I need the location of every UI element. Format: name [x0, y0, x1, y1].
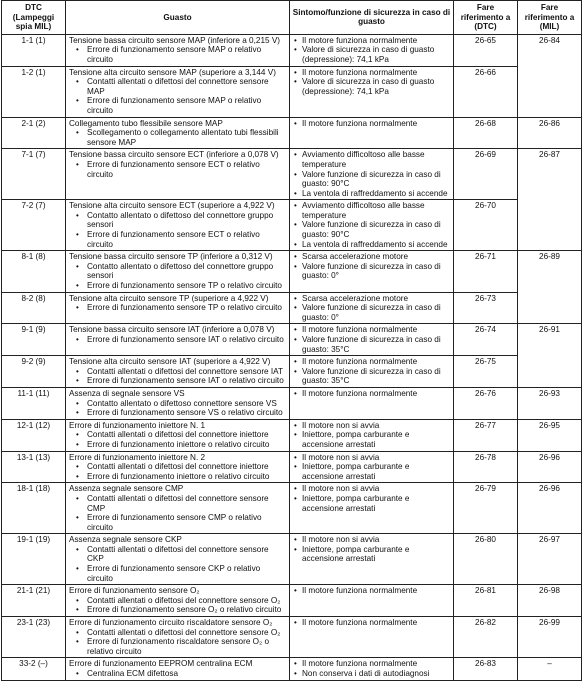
fault-title: Errore di funzionamento iniettore N. 1 — [69, 420, 206, 430]
fault-cause-item: • Errore di funzionamento sensore CMP o relativo circuito — [69, 513, 286, 532]
fault-cause-item: • Errore di funzionamento riscaldatore sensore O₂ o relativo circuito — [69, 637, 286, 656]
symptom-item: • Il motore funziona normalmente — [293, 119, 450, 129]
table-header-row — [2, 1, 582, 35]
fault-title: Collegamento tubo flessibile sensore MAP — [69, 118, 223, 128]
fault-title: Assenza di segnale sensore VS — [69, 388, 185, 398]
symptom-list — [293, 535, 450, 564]
symptom-item: • Iniettore, pompa carburante e accensione arrestati — [293, 430, 450, 449]
symptom-cell — [290, 66, 454, 117]
fault-title: Tensione alta circuito sensore TP (superiore a 4,922 V) — [69, 293, 269, 303]
symptom-item: • Il motore funziona normalmente — [293, 389, 450, 399]
symptom-item: • Valore funzione di sicurezza in caso di guasto: 0° — [293, 262, 450, 281]
symptom-item: • Avviamento difficoltoso alle basse temperature — [293, 201, 450, 220]
fault-title: Tensione bassa circuito sensore ECT (inferiore a 0,078 V) — [69, 150, 279, 160]
header-ref-dtc: Fare riferimento a (DTC) — [454, 1, 518, 35]
symptom-list — [293, 119, 450, 129]
ref-mil-page: – — [518, 658, 582, 680]
ref-dtc-page: 26-70 — [454, 200, 518, 251]
symptom-cell — [290, 534, 454, 585]
fault-causes — [69, 45, 286, 64]
symptom-list — [293, 325, 450, 354]
ref-mil-page: 26-84 — [518, 34, 582, 117]
fault-causes — [69, 211, 286, 249]
symptom-cell — [290, 617, 454, 658]
symptom-item: • Scarsa accelerazione motore — [293, 294, 450, 304]
symptom-item: • Il motore funziona normalmente — [293, 659, 450, 669]
symptom-item: • Iniettore, pompa carburante e accensione arrestati — [293, 494, 450, 513]
symptom-cell — [290, 251, 454, 292]
fault-cause-item: • Errore di funzionamento sensore IAT o relativo circuito — [69, 335, 286, 345]
symptom-item: • Valore di sicurezza in caso di guasto (depressione): 74,1 kPa — [293, 45, 450, 64]
ref-mil-page: 26-86 — [518, 117, 582, 149]
symptom-item: • Valore funzione di sicurezza in caso di guasto: 90°C — [293, 170, 450, 189]
fault-cause-item: • Contatti allentati o difettosi del connettore sensore IAT — [69, 367, 286, 377]
header-symptom: Sintomo/funzione di sicurezza in caso di guasto — [290, 1, 454, 35]
symptom-cell — [290, 585, 454, 617]
fault-cell — [66, 387, 290, 419]
fault-cause-item: • Errore di funzionamento sensore VS o relativo circuito — [69, 408, 286, 418]
ref-mil-page: 26-98 — [518, 585, 582, 617]
fault-cause-item: • Contatti allentati o difettosi del connettore sensore O₂ — [69, 596, 286, 606]
symptom-item: • Il motore funziona normalmente — [293, 586, 450, 596]
fault-cause-item: • Contatti allentati o difettosi del connettore sensore CMP — [69, 494, 286, 513]
fault-causes — [69, 628, 286, 657]
fault-causes — [69, 462, 286, 481]
dtc-code: 18-1 (18) — [2, 483, 66, 534]
dtc-code: 1-2 (1) — [2, 66, 66, 117]
header-dtc: DTC (Lampeggi spia MIL) — [2, 1, 66, 35]
symptom-item: • Il motore funziona normalmente — [293, 357, 450, 367]
fault-causes — [69, 367, 286, 386]
symptom-cell — [290, 451, 454, 483]
symptom-cell — [290, 34, 454, 66]
symptom-cell — [290, 324, 454, 356]
ref-dtc-page: 26-73 — [454, 292, 518, 324]
fault-cause-item: • Errore di funzionamento sensore CKP o relativo circuito — [69, 564, 286, 583]
fault-title: Errore di funzionamento circuito riscaldatore sensore O₂ — [69, 618, 273, 628]
symptom-item: • Il motore non si avvia — [293, 484, 450, 494]
symptom-list — [293, 68, 450, 97]
symptom-item: • Valore funzione di sicurezza in caso di guasto: 35°C — [293, 367, 450, 386]
fault-cell — [66, 324, 290, 356]
symptom-list — [293, 586, 450, 596]
dtc-code: 9-1 (9) — [2, 324, 66, 356]
fault-title: Errore di funzionamento EEPROM centralina ECM — [69, 659, 253, 669]
dtc-code: 23-1 (23) — [2, 617, 66, 658]
symptom-item: • Valore funzione di sicurezza in caso di guasto: 0° — [293, 303, 450, 322]
table-row — [2, 34, 582, 66]
symptom-item: • Il motore non si avvia — [293, 535, 450, 545]
ref-mil-page: 26-97 — [518, 534, 582, 585]
ref-dtc-page: 26-77 — [454, 419, 518, 451]
fault-cell — [66, 200, 290, 251]
fault-causes — [69, 160, 286, 179]
symptom-list — [293, 453, 450, 482]
fault-cause-item: • Errore di funzionamento sensore O₂ o relativo circuito — [69, 605, 286, 615]
symptom-list — [293, 389, 450, 399]
fault-cause-item: • Errore di funzionamento sensore IAT o relativo circuito — [69, 376, 286, 386]
dtc-code: 33-2 (–) — [2, 658, 66, 680]
fault-causes — [69, 335, 286, 345]
dtc-code: 21-1 (21) — [2, 585, 66, 617]
ref-dtc-page: 26-79 — [454, 483, 518, 534]
ref-mil-page: 26-87 — [518, 149, 582, 251]
table-row — [2, 251, 582, 292]
fault-cause-item: • Contatti allentati o difettosi del connettore iniettore — [69, 462, 286, 472]
fault-title: Tensione bassa circuito sensore IAT (inferiore a 0,078 V) — [69, 325, 275, 335]
table-row — [2, 324, 582, 356]
fault-cause-item: • Errore di funzionamento sensore ECT o relativo circuito — [69, 160, 286, 179]
fault-causes — [69, 303, 286, 313]
symptom-item: • Iniettore, pompa carburante e accensione arrestati — [293, 545, 450, 564]
fault-cell — [66, 534, 290, 585]
symptom-list — [293, 618, 450, 628]
symptom-item: • Valore funzione di sicurezza in caso di guasto: 90°C — [293, 220, 450, 239]
fault-cell — [66, 585, 290, 617]
table-row — [2, 483, 582, 534]
fault-cause-item: • Errore di funzionamento sensore TP o relativo circuito — [69, 281, 286, 291]
symptom-list — [293, 294, 450, 323]
symptom-list — [293, 484, 450, 513]
table-row — [2, 451, 582, 483]
fault-title: Assenza segnale sensore CKP — [69, 535, 182, 545]
dtc-table — [1, 0, 582, 681]
table-row — [2, 292, 582, 324]
fault-causes — [69, 399, 286, 418]
fault-cell — [66, 617, 290, 658]
ref-mil-page: 26-95 — [518, 419, 582, 451]
fault-causes — [69, 262, 286, 291]
ref-dtc-page: 26-68 — [454, 117, 518, 149]
symptom-item: • Il motore funziona normalmente — [293, 68, 450, 78]
table-row — [2, 356, 582, 388]
symptom-item: • Iniettore, pompa carburante e accensione arrestati — [293, 462, 450, 481]
symptom-list — [293, 357, 450, 386]
fault-title: Tensione bassa circuito sensore TP (inferiore a 0,312 V) — [69, 252, 273, 262]
table-row — [2, 617, 582, 658]
ref-mil-page: 26-96 — [518, 451, 582, 483]
fault-cell — [66, 419, 290, 451]
dtc-code: 9-2 (9) — [2, 356, 66, 388]
symptom-list — [293, 252, 450, 281]
dtc-code: 7-1 (7) — [2, 149, 66, 200]
symptom-list — [293, 201, 450, 249]
fault-cell — [66, 34, 290, 66]
symptom-cell — [290, 292, 454, 324]
fault-cause-item: • Errore di funzionamento sensore TP o relativo circuito — [69, 303, 286, 313]
fault-cause-item: • Errore di funzionamento sensore MAP o relativo circuito — [69, 96, 286, 115]
fault-title: Tensione bassa circuito sensore MAP (inferiore a 0,215 V) — [69, 35, 281, 45]
ref-dtc-page: 26-66 — [454, 66, 518, 117]
fault-causes — [69, 494, 286, 532]
fault-cause-item: • Contatti allentati o difettosi del connettore sensore O₂ — [69, 628, 286, 638]
table-row — [2, 658, 582, 680]
ref-mil-page: 26-96 — [518, 483, 582, 534]
fault-cell — [66, 66, 290, 117]
fault-cause-item: • Centralina ECM difettosa — [69, 669, 286, 679]
symptom-cell — [290, 483, 454, 534]
ref-dtc-page: 26-83 — [454, 658, 518, 680]
header-fault: Guasto — [66, 1, 290, 35]
dtc-code: 1-1 (1) — [2, 34, 66, 66]
fault-causes — [69, 669, 286, 679]
symptom-cell — [290, 419, 454, 451]
symptom-item: • Avviamento difficoltoso alle basse temperature — [293, 150, 450, 169]
ref-dtc-page: 26-82 — [454, 617, 518, 658]
symptom-list — [293, 150, 450, 198]
ref-dtc-page: 26-75 — [454, 356, 518, 388]
symptom-item: • Scarsa accelerazione motore — [293, 252, 450, 262]
header-ref-mil: Fare riferimento a (MIL) — [518, 1, 582, 35]
fault-cause-item: • Contatti allentati o difettosi del connettore sensore MAP — [69, 77, 286, 96]
fault-cause-item: • Errore di funzionamento iniettore o relativo circuito — [69, 472, 286, 482]
fault-causes — [69, 430, 286, 449]
symptom-item: • Il motore funziona normalmente — [293, 618, 450, 628]
fault-cell — [66, 117, 290, 149]
ref-dtc-page: 26-80 — [454, 534, 518, 585]
dtc-code: 8-1 (8) — [2, 251, 66, 292]
ref-mil-page: 26-91 — [518, 324, 582, 388]
symptom-list — [293, 36, 450, 65]
symptom-list — [293, 659, 450, 678]
symptom-item: • Il motore non si avvia — [293, 453, 450, 463]
symptom-item: • Il motore funziona normalmente — [293, 36, 450, 46]
ref-dtc-page: 26-76 — [454, 387, 518, 419]
table-row — [2, 585, 582, 617]
fault-cause-item: • Scollegamento o collegamento allentato tubi flessibili sensore MAP — [69, 128, 286, 147]
fault-cause-item: • Errore di funzionamento sensore MAP o relativo circuito — [69, 45, 286, 64]
dtc-code: 11-1 (11) — [2, 387, 66, 419]
symptom-cell — [290, 200, 454, 251]
table-row — [2, 387, 582, 419]
fault-title: Tensione alta circuito sensore IAT (superiore a 4,922 V) — [69, 357, 271, 367]
fault-title: Tensione alta circuito sensore MAP (superiore a 3,144 V) — [69, 67, 276, 77]
fault-cause-item: • Contatti allentati o difettosi del connettore iniettore — [69, 430, 286, 440]
symptom-cell — [290, 117, 454, 149]
table-body — [2, 34, 582, 680]
ref-mil-page: 26-89 — [518, 251, 582, 324]
dtc-code: 2-1 (2) — [2, 117, 66, 149]
dtc-code: 13-1 (13) — [2, 451, 66, 483]
symptom-item: • La ventola di raffreddamento si accende — [293, 240, 450, 250]
ref-dtc-page: 26-81 — [454, 585, 518, 617]
table-row — [2, 66, 582, 117]
fault-cause-item: • Errore di funzionamento iniettore o relativo circuito — [69, 440, 286, 450]
ref-dtc-page: 26-69 — [454, 149, 518, 200]
fault-cell — [66, 292, 290, 324]
fault-cause-item: • Errore di funzionamento sensore ECT o relativo circuito — [69, 230, 286, 249]
fault-cause-item: • Contatto allentato o difettoso del connettore gruppo sensori — [69, 262, 286, 281]
ref-mil-page: 26-93 — [518, 387, 582, 419]
symptom-cell — [290, 356, 454, 388]
symptom-item: • Valore funzione di sicurezza in caso di guasto: 35°C — [293, 335, 450, 354]
symptom-item: • Il motore funziona normalmente — [293, 325, 450, 335]
fault-cell — [66, 149, 290, 200]
symptom-item: • Valore di sicurezza in caso di guasto (depressione): 74,1 kPa — [293, 77, 450, 96]
fault-cause-item: • Contatto allentato o difettoso connettore sensore VS — [69, 399, 286, 409]
symptom-item: • Il motore non si avvia — [293, 421, 450, 431]
fault-cause-item: • Contatti allentati o difettosi del connettore sensore CKP — [69, 545, 286, 564]
fault-causes — [69, 596, 286, 615]
table-row — [2, 534, 582, 585]
ref-dtc-page: 26-65 — [454, 34, 518, 66]
fault-causes — [69, 545, 286, 583]
table-row — [2, 117, 582, 149]
fault-cell — [66, 451, 290, 483]
symptom-cell — [290, 658, 454, 680]
ref-mil-page: 26-99 — [518, 617, 582, 658]
fault-title: Tensione alta circuito sensore ECT (superiore a 4,922 V) — [69, 201, 275, 211]
symptom-cell — [290, 149, 454, 200]
fault-cell — [66, 356, 290, 388]
ref-dtc-page: 26-74 — [454, 324, 518, 356]
symptom-item: • La ventola di raffreddamento si accende — [293, 189, 450, 199]
fault-cause-item: • Contatto allentato o difettoso del connettore gruppo sensori — [69, 211, 286, 230]
dtc-code: 19-1 (19) — [2, 534, 66, 585]
dtc-code: 12-1 (12) — [2, 419, 66, 451]
table-row — [2, 149, 582, 200]
symptom-list — [293, 421, 450, 450]
fault-cell — [66, 658, 290, 680]
table-row — [2, 200, 582, 251]
ref-dtc-page: 26-78 — [454, 451, 518, 483]
fault-cell — [66, 483, 290, 534]
symptom-item: • Non conserva i dati di autodiagnosi — [293, 669, 450, 679]
fault-title: Assenza segnale sensore CMP — [69, 484, 184, 494]
table-row — [2, 419, 582, 451]
fault-causes — [69, 77, 286, 115]
fault-title: Errore di funzionamento sensore O₂ — [69, 586, 200, 596]
fault-cell — [66, 251, 290, 292]
dtc-code: 7-2 (7) — [2, 200, 66, 251]
dtc-code: 8-2 (8) — [2, 292, 66, 324]
fault-causes — [69, 128, 286, 147]
ref-dtc-page: 26-71 — [454, 251, 518, 292]
fault-title: Errore di funzionamento iniettore N. 2 — [69, 452, 206, 462]
symptom-cell — [290, 387, 454, 419]
